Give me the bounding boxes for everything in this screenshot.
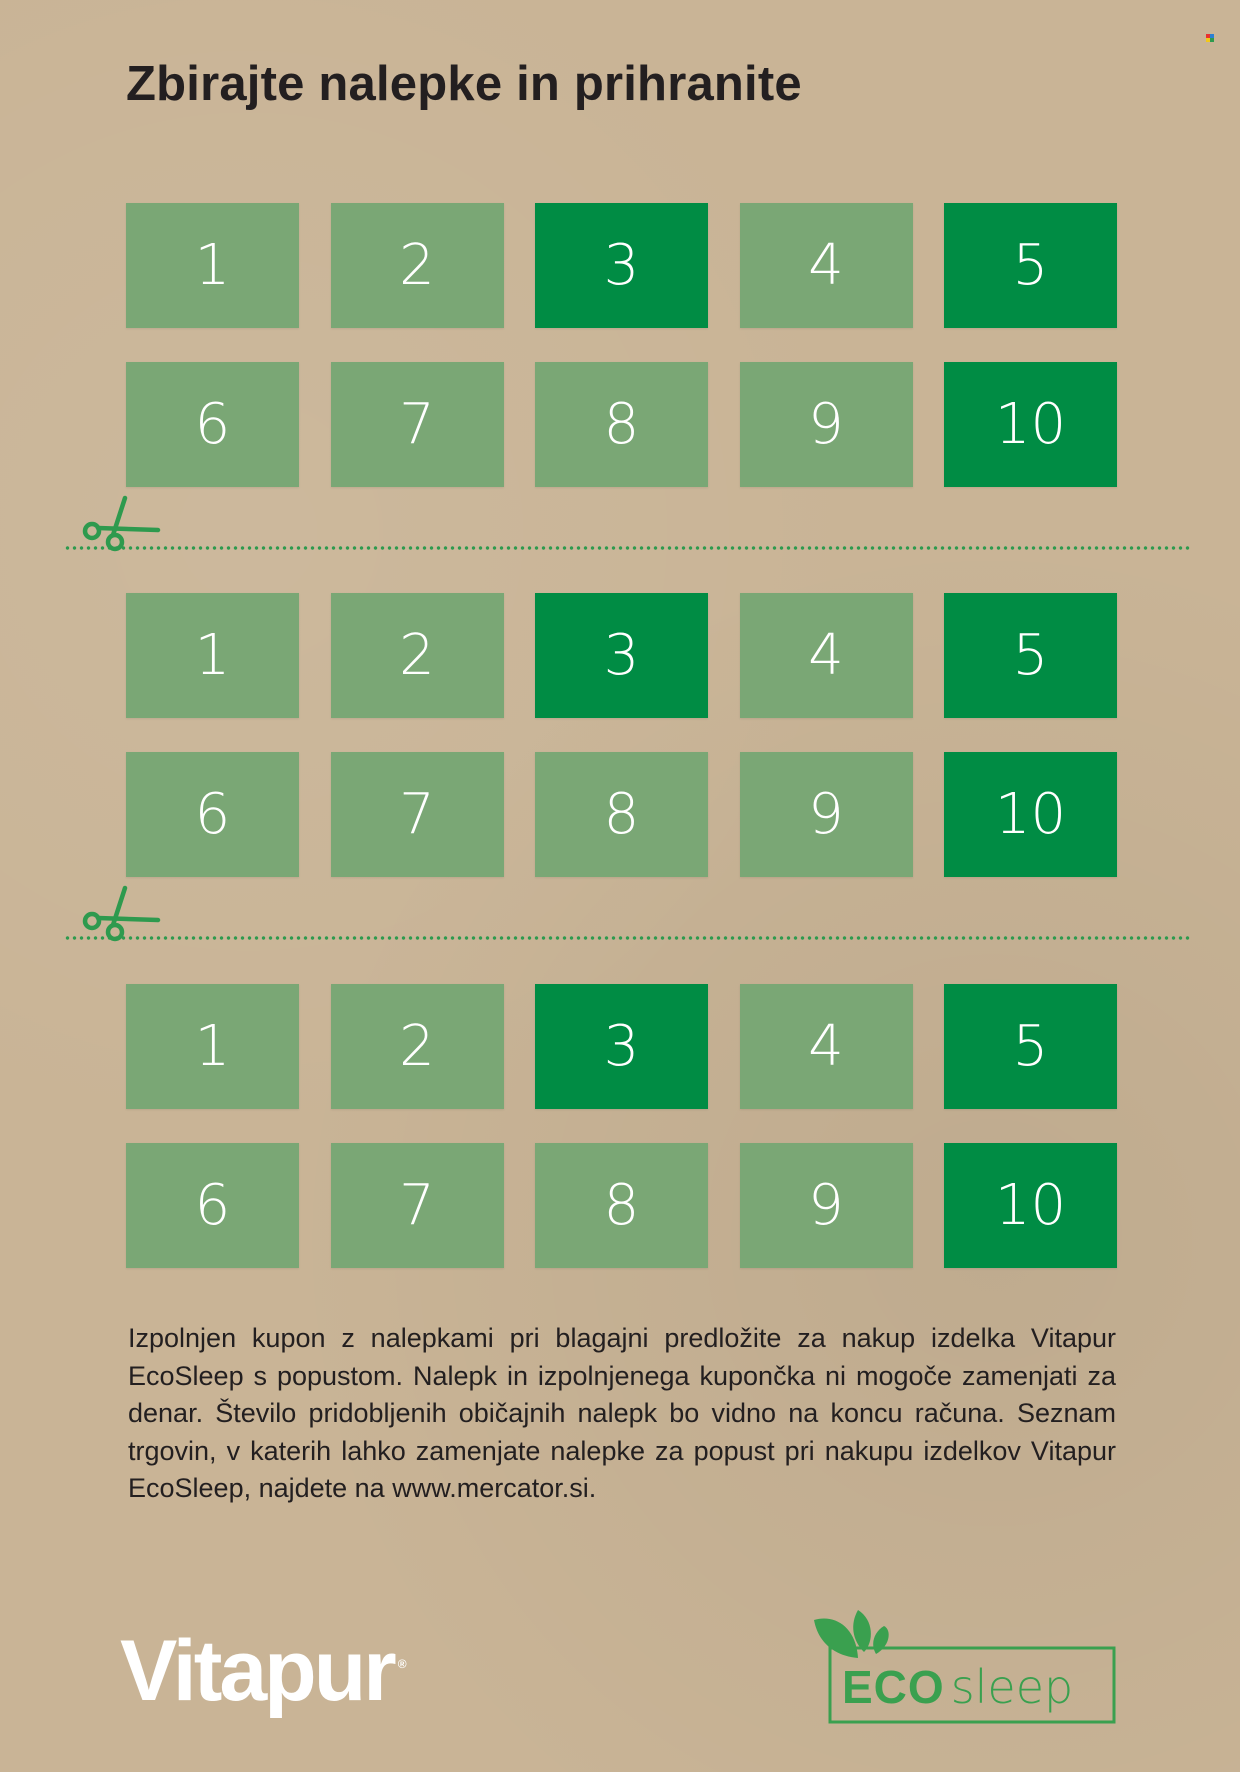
ecosleep-logo [812,1606,1118,1724]
sticker-10: 10 [944,752,1117,877]
sticker-4: 4 [740,203,913,328]
scissors-icon[interactable] [80,494,162,554]
sticker-3: 3 [535,984,708,1109]
page-title: Zbirajte nalepke in prihranite [126,57,802,111]
sticker-6: 6 [126,1143,299,1268]
sticker-7: 7 [331,362,504,487]
sticker-grid [126,984,1117,1268]
sticker-2: 2 [331,593,504,718]
sticker-3: 3 [535,593,708,718]
sticker-10: 10 [944,1143,1117,1268]
terms-text: Izpolnjen kupon z nalepkami pri blagajni predložite za nakup izdelka Vitapur EcoSleep s popustom. Nalepk in izpolnjenega kupončka ni mogoče zamenjati za denar. Število pridobljenih običajnih nalepk bo vidno na koncu računa. Seznam trgovin, v katerih lahko zamenjate nalepke za popust pri nakupu izdelkov Vitapur EcoSleep, najdete na www.mercator.si. [128,1323,1116,1503]
sticker-grid [126,593,1117,877]
sticker-5: 5 [944,203,1117,328]
cut-line [64,936,1192,940]
sticker-7: 7 [331,1143,504,1268]
coupon-1 [126,203,1117,487]
sticker-6: 6 [126,752,299,877]
registered-mark: ® [397,1657,407,1671]
sticker-10: 10 [944,362,1117,487]
sticker-2: 2 [331,203,504,328]
sticker-grid [126,203,1117,487]
sticker-8: 8 [535,1143,708,1268]
cut-line [64,546,1192,550]
vitapur-logo-text: Vitapur [120,1623,394,1719]
sticker-9: 9 [740,752,913,877]
sticker-1: 1 [126,593,299,718]
sticker-4: 4 [740,984,913,1109]
sticker-8: 8 [535,752,708,877]
coupon-2 [126,593,1117,877]
sleep-text: sleep [950,1660,1074,1714]
sticker-2: 2 [331,984,504,1109]
scissors-icon[interactable] [80,884,162,944]
sticker-5: 5 [944,593,1117,718]
coupon-3 [126,984,1117,1268]
sticker-7: 7 [331,752,504,877]
sticker-3: 3 [535,203,708,328]
sticker-8: 8 [535,362,708,487]
sticker-9: 9 [740,362,913,487]
sticker-1: 1 [126,203,299,328]
sticker-1: 1 [126,984,299,1109]
sticker-4: 4 [740,593,913,718]
eco-text: ECO [842,1661,945,1713]
sticker-9: 9 [740,1143,913,1268]
sticker-6: 6 [126,362,299,487]
vitapur-logo [120,1623,407,1719]
sticker-5: 5 [944,984,1117,1109]
printer-mark-icon [1206,34,1216,42]
